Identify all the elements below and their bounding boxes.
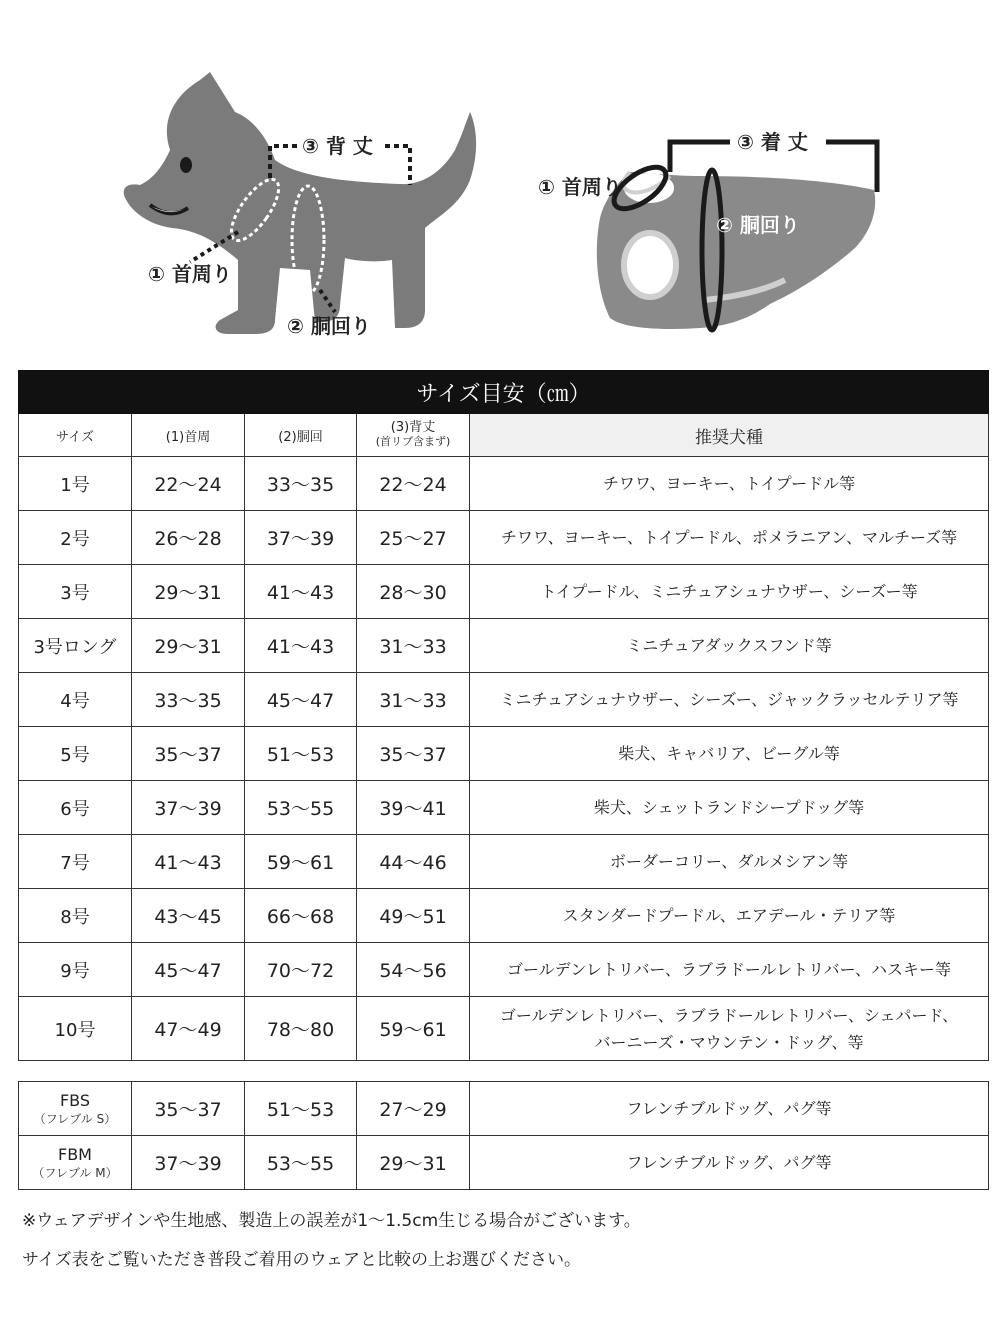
cell-chest: 78～80 — [245, 997, 357, 1061]
cell-neck: 43～45 — [132, 889, 245, 943]
cell-chest: 51～53 — [245, 727, 357, 781]
cell-size: 8号 — [19, 889, 132, 943]
cell-neck: 37～39 — [132, 1136, 245, 1190]
cell-size: 6号 — [19, 781, 132, 835]
garment-chest-label: ② 胴回り — [716, 213, 800, 237]
cell-breeds-line1: ゴールデンレトリバー、ラブラドールレトリバー、シェパード、 — [499, 1005, 959, 1025]
cell-neck: 47～49 — [132, 997, 245, 1061]
cell-back: 31～33 — [357, 673, 470, 727]
table-row — [19, 457, 989, 511]
cell-breeds: スタンダードプードル、エアデール・テリア等 — [470, 889, 989, 943]
header-neck: (1)首周 — [132, 414, 245, 457]
garment-length-label: ③ 着 丈 — [737, 130, 808, 154]
cell-size: 1号 — [19, 457, 132, 511]
cell-size — [19, 1136, 132, 1190]
cell-size: 3号ロング — [19, 619, 132, 673]
cell-neck: 35～37 — [132, 1082, 245, 1136]
cell-breeds: ボーダーコリー、ダルメシアン等 — [470, 835, 989, 889]
dog-back-label: ③ 背 丈 — [302, 134, 373, 158]
cell-breeds-line2: バーニーズ・マウンテン・ドッグ、等 — [594, 1032, 864, 1052]
table-row — [19, 727, 989, 781]
cell-chest: 70～72 — [245, 943, 357, 997]
cell-chest: 66～68 — [245, 889, 357, 943]
cell-neck: 33～35 — [132, 673, 245, 727]
cell-neck: 29～31 — [132, 565, 245, 619]
cell-size-code: FBM — [58, 1144, 92, 1164]
cell-breeds: 柴犬、キャバリア、ビーグル等 — [470, 727, 989, 781]
cell-chest: 41～43 — [245, 565, 357, 619]
cell-back: 35～37 — [357, 727, 470, 781]
cell-back: 39～41 — [357, 781, 470, 835]
cell-neck: 29～31 — [132, 619, 245, 673]
cell-chest: 53～55 — [245, 781, 357, 835]
cell-size: 2号 — [19, 511, 132, 565]
cell-back: 59～61 — [357, 997, 470, 1061]
cell-breeds: フレンチブルドッグ、パグ等 — [470, 1136, 989, 1190]
cell-size: 4号 — [19, 673, 132, 727]
table-row — [19, 889, 989, 943]
header-size: サイズ — [19, 414, 132, 457]
dog-silhouette — [124, 72, 476, 334]
table-row — [19, 1082, 989, 1136]
table-header-row — [19, 414, 989, 457]
cell-back: 27～29 — [357, 1082, 470, 1136]
comparison-note: サイズ表をご覧いただき普段ご着用のウェアと比較の上お選びください。 — [22, 1250, 581, 1270]
cell-back: 25～27 — [357, 511, 470, 565]
cell-breeds: ミニチュアダックスフンド等 — [470, 619, 989, 673]
cell-size: 9号 — [19, 943, 132, 997]
cell-neck: 41～43 — [132, 835, 245, 889]
dog-neck-label: ① 首周り — [148, 262, 232, 286]
cell-size: 3号 — [19, 565, 132, 619]
cell-breeds: チワワ、ヨーキー、トイプードル、ポメラニアン、マルチーズ等 — [470, 511, 989, 565]
cell-back: 28～30 — [357, 565, 470, 619]
cell-chest: 41～43 — [245, 619, 357, 673]
cell-neck: 22～24 — [132, 457, 245, 511]
cell-breeds: フレンチブルドッグ、パグ等 — [470, 1082, 989, 1136]
cell-size — [19, 1082, 132, 1136]
cell-neck: 26～28 — [132, 511, 245, 565]
garment-silhouette — [597, 172, 875, 329]
cell-back: 54～56 — [357, 943, 470, 997]
measurement-diagram — [0, 0, 1000, 360]
header-back — [357, 414, 470, 457]
header-back-note: (首リブ含まず) — [375, 435, 451, 448]
cell-back: 29～31 — [357, 1136, 470, 1190]
cell-breeds: トイプードル、ミニチュアシュナウザー、シーズー等 — [470, 565, 989, 619]
table-row — [19, 997, 989, 1061]
cell-chest: 45～47 — [245, 673, 357, 727]
table-row — [19, 619, 989, 673]
table-row — [19, 1136, 989, 1190]
cell-back: 49～51 — [357, 889, 470, 943]
header-chest: (2)胴回 — [245, 414, 357, 457]
cell-size-sub: （フレブル M） — [32, 1165, 118, 1180]
cell-size: 5号 — [19, 727, 132, 781]
table-row — [19, 943, 989, 997]
table-row — [19, 781, 989, 835]
cell-neck: 37～39 — [132, 781, 245, 835]
cell-breeds: ミニチュアシュナウザー、シーズー、ジャックラッセルテリア等 — [470, 673, 989, 727]
table-row — [19, 565, 989, 619]
dog-chest-label: ② 胴回り — [287, 314, 371, 338]
cell-back: 31～33 — [357, 619, 470, 673]
cell-breeds: 柴犬、シェットランドシープドッグ等 — [470, 781, 989, 835]
table-row — [19, 835, 989, 889]
dog-body-shape — [124, 72, 476, 334]
garment-leg-opening — [624, 233, 676, 297]
cell-size-sub: （フレブル S） — [33, 1111, 117, 1126]
table-caption-row — [19, 371, 989, 414]
cell-chest: 51～53 — [245, 1082, 357, 1136]
table-caption: サイズ目安（㎝） — [19, 371, 989, 414]
cell-chest: 59～61 — [245, 835, 357, 889]
cell-size: 7号 — [19, 835, 132, 889]
cell-back: 22～24 — [357, 457, 470, 511]
disclaimer-note: ※ウェアデザインや生地感、製造上の誤差が1～1.5cm生じる場合がございます。 — [22, 1211, 641, 1231]
size-table — [18, 370, 989, 1061]
header-breeds: 推奨犬種 — [470, 414, 989, 457]
cell-chest: 37～39 — [245, 511, 357, 565]
cell-breeds — [470, 997, 989, 1061]
cell-breeds: ゴールデンレトリバー、ラブラドールレトリバー、ハスキー等 — [470, 943, 989, 997]
cell-size-code: FBS — [59, 1090, 91, 1110]
table-row — [19, 511, 989, 565]
garment-neck-label: ① 首周り — [538, 175, 622, 199]
header-back-title: (3)背丈 — [390, 420, 436, 435]
table-row — [19, 673, 989, 727]
cell-size: 10号 — [19, 997, 132, 1061]
cell-breeds: チワワ、ヨーキー、トイプードル等 — [470, 457, 989, 511]
cell-chest: 53～55 — [245, 1136, 357, 1190]
cell-neck: 45～47 — [132, 943, 245, 997]
cell-neck: 35～37 — [132, 727, 245, 781]
french-bulldog-size-table — [18, 1081, 989, 1190]
cell-back: 44～46 — [357, 835, 470, 889]
cell-chest: 33～35 — [245, 457, 357, 511]
dog-eye — [180, 157, 192, 173]
